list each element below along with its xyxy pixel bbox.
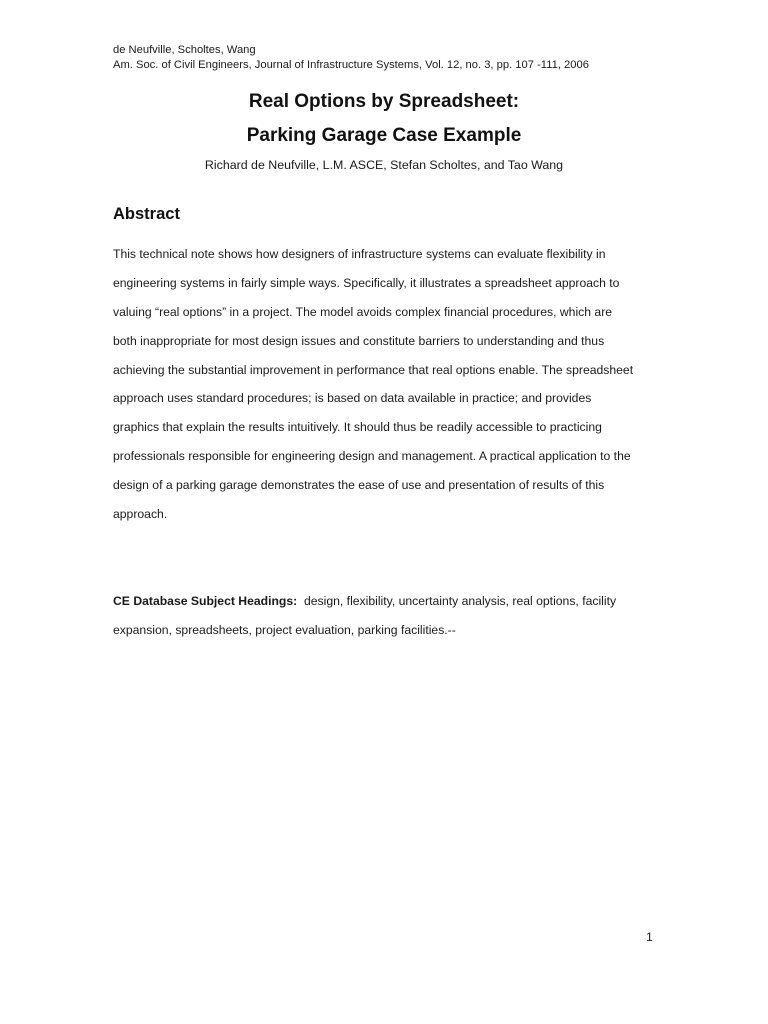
abstract-line: This technical note shows how designers of infrastructure systems can evaluate flexibility in [113,247,606,261]
abstract-line: design of a parking garage demonstrates the ease of use and presentation of results of this [113,478,605,493]
subject-headings-terms: design, flexibility, uncertainty analysis, real options, facility [304,594,617,608]
abstract-heading: Abstract [113,205,180,223]
paper-title-line-1: Real Options by Spreadsheet: [248,91,520,112]
abstract-line: approach uses standard procedures; is based on data available in practice; and provides [113,391,592,406]
abstract-line: professionals responsible for engineering design and management. A practical application to the [113,449,631,464]
abstract-line: approach. [113,507,168,522]
abstract-line: valuing “real options” in a project. The model avoids complex financial procedures, which are [113,304,613,319]
subject-headings-label: CE Database Subject Headings: [113,594,298,608]
abstract-body [113,245,658,534]
subject-headings-line-2: expansion, spreadsheets, project evaluation, parking facilities.-- [113,623,456,637]
running-head-citation: Am. Soc. of Civil Engineers, Journal of Infrastructure Systems, Vol. 12, no. 3, pp. 107 -111, 2006 [113,58,589,71]
abstract-line: achieving the substantial improvement in performance that real options enable. The spreadsheet [113,362,634,377]
abstract-line: both inappropriate for most design issues and constitute barriers to understanding and thus [113,333,605,348]
running-head-authors: de Neufville, Scholtes, Wang [113,44,256,56]
author-list: Richard de Neufville, L.M. ASCE, Stefan Scholtes, and Tao Wang [204,158,564,172]
subject-headings [113,592,658,650]
abstract-line: graphics that explain the results intuitively. It should thus be readily accessible to practicing [113,420,602,435]
subject-headings-line-1 [113,592,658,621]
running-head [113,43,589,72]
page-number: 1 [646,930,653,944]
paper-title-line-2: Parking Garage Case Example [246,125,522,146]
abstract-line: engineering systems in fairly simple ways. Specifically, it illustrates a spreadsheet approach to [113,275,620,290]
